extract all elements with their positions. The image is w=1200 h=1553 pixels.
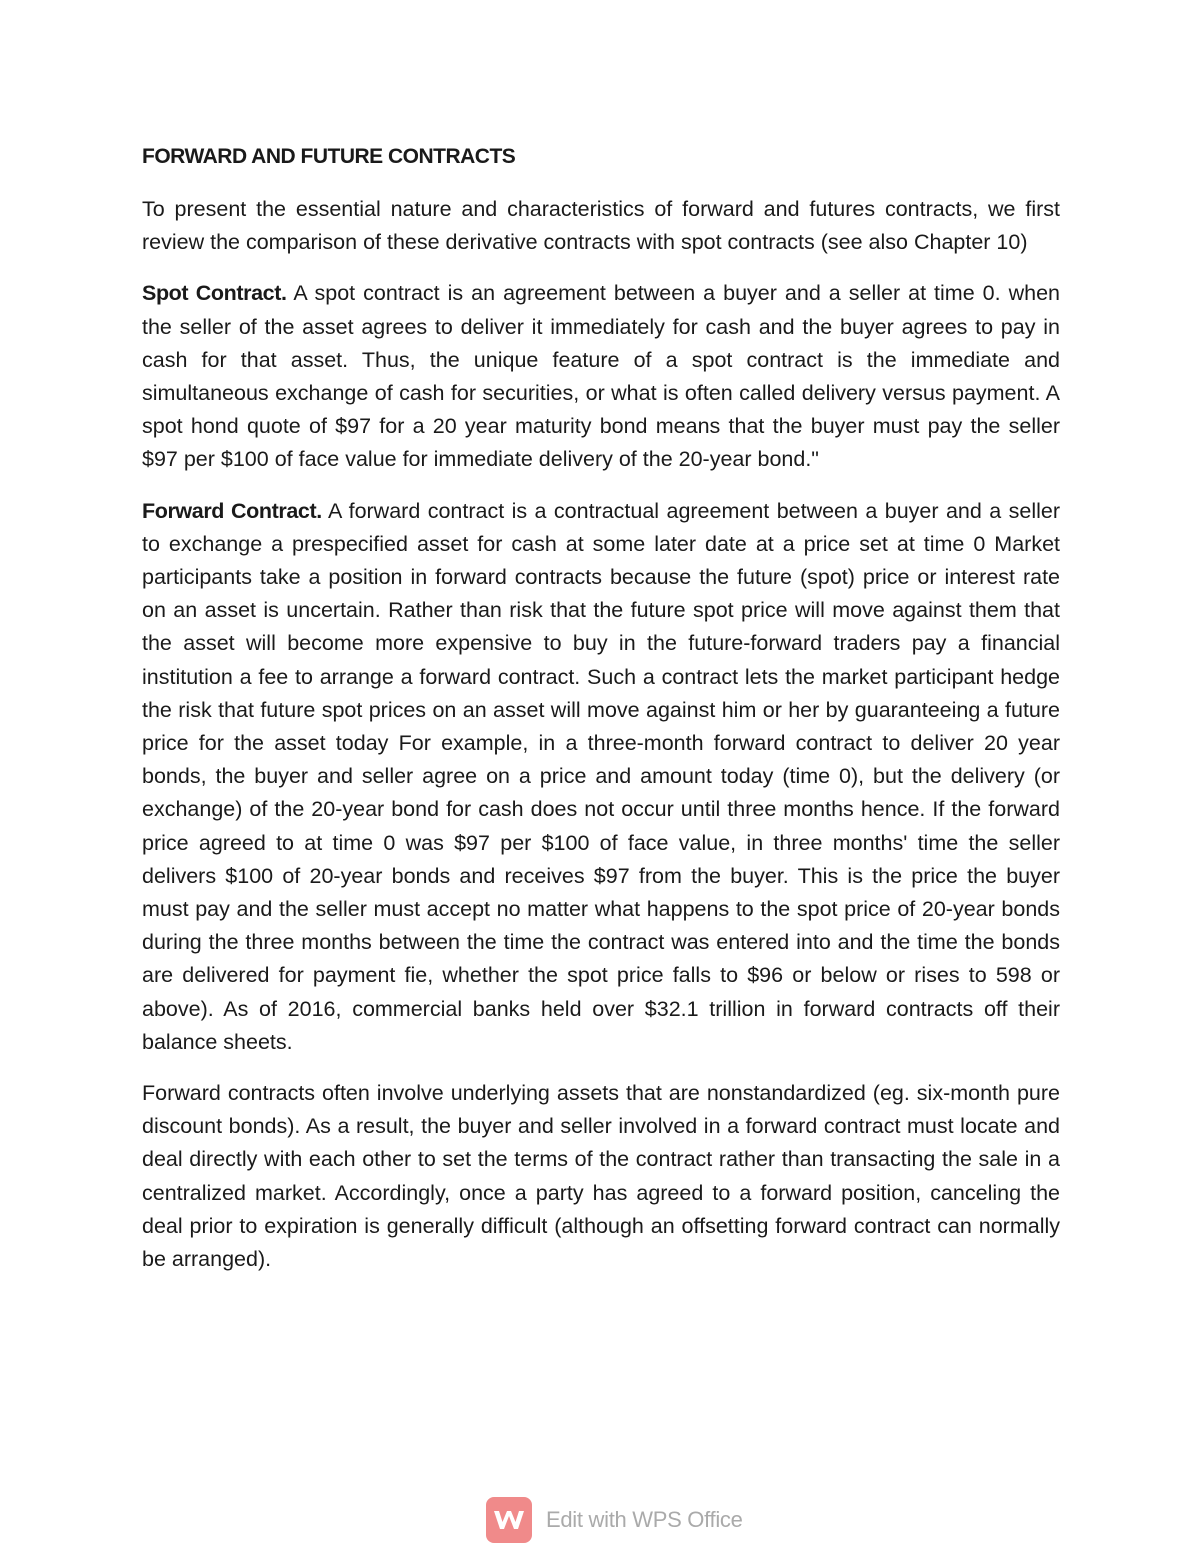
spot-contract-text: A spot contract is an agreement between a buyer and a seller at time 0. when the seller of the asset agrees to deliver it immediately for cash and the buyer agrees to pay in cash for that asset. Thus, the unique feature of a spot contract is the immediate and simultaneous exchange of cash for securities, or what is often called delivery versus payment. A spot hond quote of $97 for a 20 year maturity bond means that the buyer must pay the seller $97 per $100 of face value for immediate delivery of the 20-year bond." xyxy=(142,281,1060,472)
wps-logo-icon xyxy=(486,1497,532,1543)
spot-contract-heading: Spot Contract. xyxy=(142,281,287,306)
forward-contract-text: A forward contract is a contractual agreement between a buyer and a seller to exchange a prespecified asset for cash at some later date at a price set at time 0 Market participants take a position in forward contracts because the future (spot) price or interest rate on an asset is uncertain. Rather than risk that the future spot price will move against them that the asset will become more expensive to buy in the future-forward traders pay a financial institution a fee to arrange a forward contract. Such a contract lets the market participant hedge the risk that future spot prices on an asset will move against him or her by guaranteeing a future price for the asset today For example, in a three-month forward contract to deliver 20 year bonds, the buyer and seller agree on a price and amount today (time 0), but the delivery (or exchange) of the 20-year bond for cash does not occur until three months hence. If the forward price agreed to at time 0 was $97 per $100 of face value, in three months' time the seller delivers $100 of 20-year bonds and receives $97 from the buyer. This is the price the buyer must pay and the seller must accept no matter what happens to the spot price of 20-year bonds during the three months between the time the contract was entered into and the time the bonds are delivered for payment fie, whether the spot price falls to $96 or below or rises to 598 or above). As of 2016, commercial banks held over $32.1 trillion in forward contracts off their balance sheets. xyxy=(142,498,1060,1054)
spot-contract-paragraph xyxy=(142,277,1060,476)
closing-paragraph: Forward contracts often involve underlying assets that are nonstandardized (eg. six-month pure discount bonds). As a result, the buyer and seller involved in a forward contract must locate and deal directly with each other to set the terms of the contract rather than transacting the sale in a centralized market. Accordingly, once a party has agreed to a forward position, canceling the deal prior to expiration is generally difficult (although an offsetting forward contract can normally be arranged). xyxy=(142,1081,1060,1272)
intro-paragraph: To present the essential nature and characteristics of forward and futures contracts, we first review the comparison of these derivative contracts with spot contracts (see also Chapter 10) xyxy=(142,197,1060,255)
forward-contract-heading: Forward Contract. xyxy=(142,498,322,523)
document-page xyxy=(142,140,1060,1294)
wps-watermark-label: Edit with WPS Office xyxy=(546,1507,743,1532)
forward-contract-paragraph xyxy=(142,495,1060,1059)
wps-watermark[interactable] xyxy=(486,1497,743,1543)
document-title: FORWARD AND FUTURE CONTRACTS xyxy=(142,145,516,168)
